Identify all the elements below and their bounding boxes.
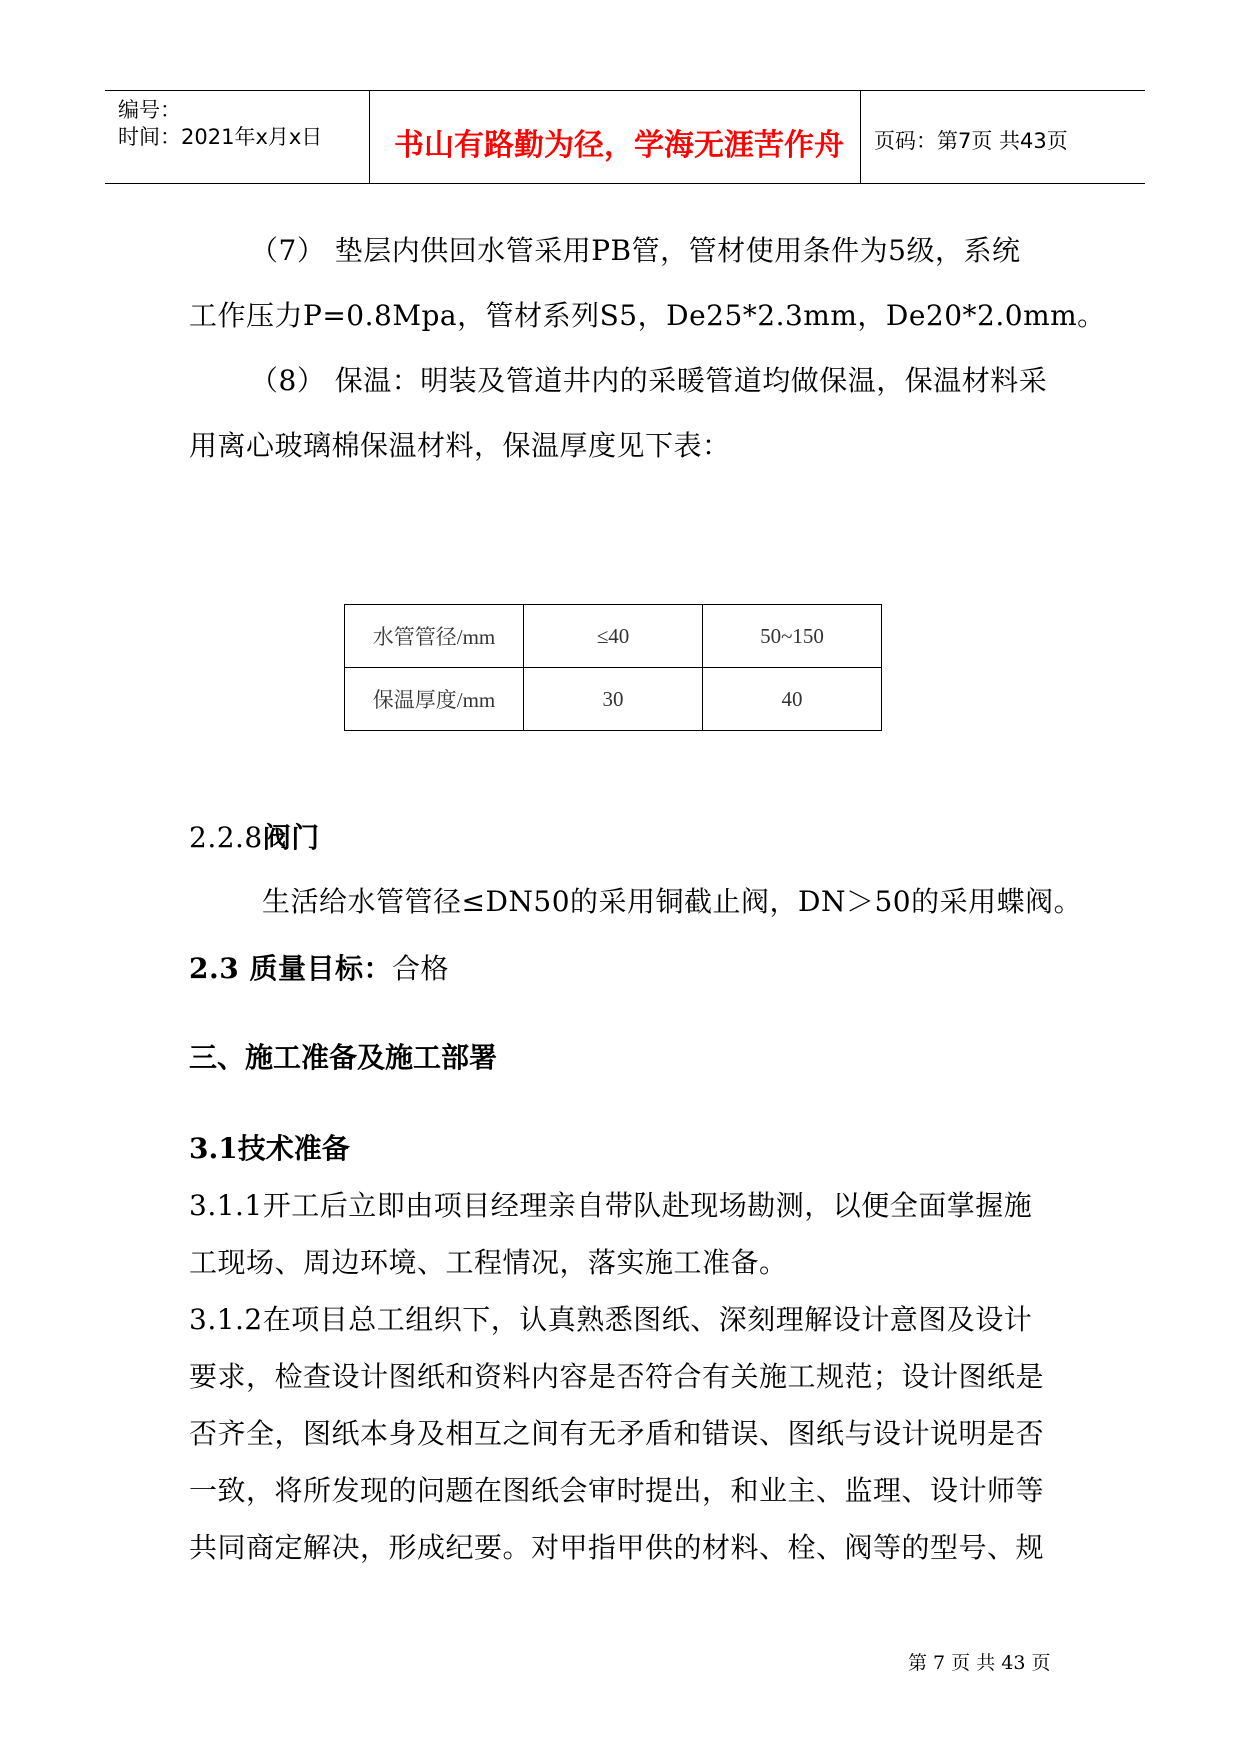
chapter-3-title: 三、施工准备及施工部署: [189, 1041, 498, 1074]
section-value: 合格: [391, 952, 449, 985]
paragraph-7-line-2: 工作压力P=0.8Mpa，管材系列S5，De25*2.3mm，De20*2.0mm。: [189, 299, 1106, 332]
section-3-1-1-line-1: 3.1.1开工后立即由项目经理亲自带队赴现场勘测，以便全面掌握施: [189, 1189, 1033, 1222]
paragraph-8-line-2: 用离心玻璃棉保温材料，保温厚度见下表：: [189, 429, 731, 462]
section-3-1-title: 3.1技术准备: [189, 1132, 350, 1165]
table-cell: 50~150: [703, 605, 882, 668]
footer-page-number: 第 7 页 共 43 页: [908, 1652, 1051, 1674]
header-bottom-rule: [105, 183, 1145, 184]
table-row: [345, 605, 882, 668]
paragraph-8-line-1: （8） 保温：明装及管道井内的采暖管道均做保温，保温材料采: [250, 364, 1048, 397]
header-number-label: 编号：: [118, 98, 181, 122]
section-3-1-2-line-4: 一致，将所发现的问题在图纸会审时提出，和业主、监理、设计师等: [189, 1474, 1045, 1507]
insulation-thickness-table: [344, 604, 882, 731]
header-top-rule: [105, 90, 1145, 91]
section-2-2-8-text: 生活给水管管径≤DN50的采用铜截止阀，DN＞50的采用蝶阀。: [262, 885, 1083, 918]
table-cell: 保温厚度/mm: [345, 668, 524, 731]
table-cell: ≤40: [524, 605, 703, 668]
header-time-label: 时间：2021年x月x日: [118, 125, 323, 149]
header-divider-left: [369, 90, 370, 183]
section-3-1-1-line-2: 工现场、周边环境、工程情况，落实施工准备。: [189, 1246, 788, 1279]
header-divider-right: [860, 90, 861, 183]
section-3-1-2-line-3: 否齐全，图纸本身及相互之间有无矛盾和错误、图纸与设计说明是否: [189, 1417, 1045, 1450]
section-3-1-2-line-2: 要求，检查设计图纸和资料内容是否符合有关施工规范；设计图纸是: [189, 1360, 1045, 1393]
section-2-3-heading: [189, 947, 449, 987]
table-cell: 水管管径/mm: [345, 605, 524, 668]
table-row: [345, 668, 882, 731]
section-title: 2.3 质量目标：: [189, 952, 392, 985]
section-title: 阀门: [262, 821, 320, 854]
paragraph-7-line-1: （7） 垫层内供回水管采用PB管，管材使用条件为5级，系统: [250, 234, 1021, 267]
table-cell: 30: [524, 668, 703, 731]
header-page-label: 页码：第7页 共43页: [874, 129, 1068, 153]
section-2-2-8-heading: [189, 816, 320, 856]
section-number: 2.2.8: [189, 821, 263, 854]
header-motto: 书山有路勤为径，学海无涯苦作舟: [394, 128, 844, 163]
table-cell: 40: [703, 668, 882, 731]
section-3-1-2-line-5: 共同商定解决，形成纪要。对甲指甲供的材料、栓、阀等的型号、规: [189, 1531, 1045, 1564]
section-3-1-2-line-1: 3.1.2在项目总工组织下，认真熟悉图纸、深刻理解设计意图及设计: [189, 1303, 1033, 1336]
